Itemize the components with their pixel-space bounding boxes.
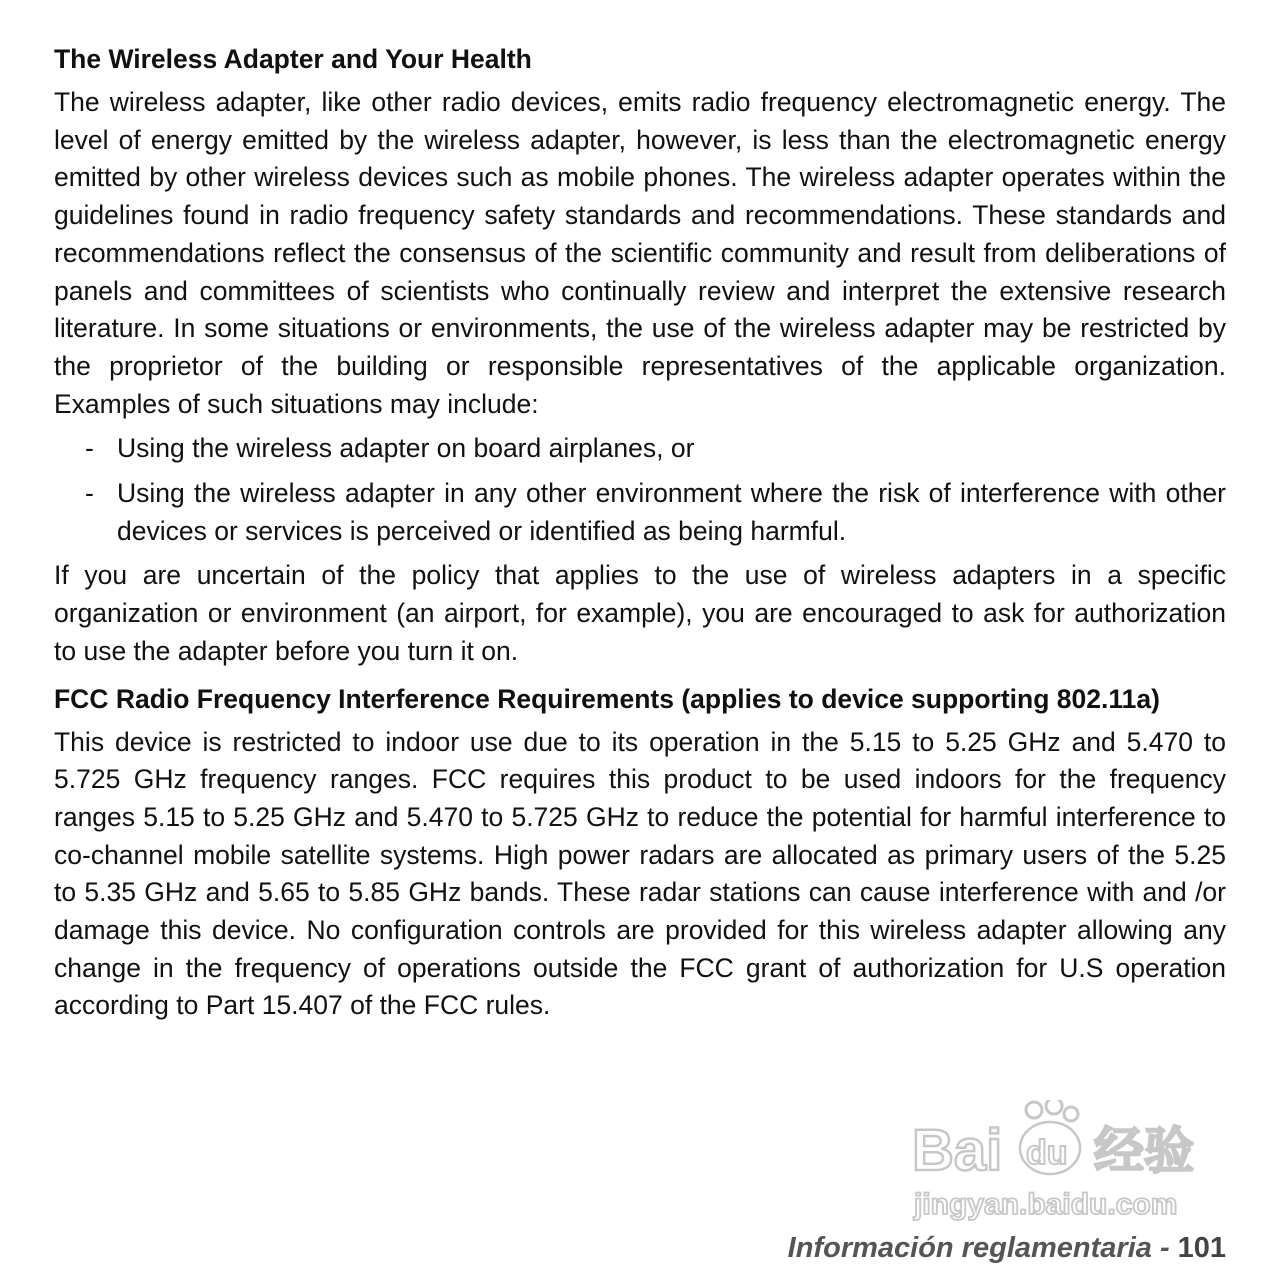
svg-text:jingyan.baidu.com: jingyan.baidu.com xyxy=(914,1188,1178,1221)
document-page xyxy=(54,40,1226,1025)
baidu-watermark-logo xyxy=(908,1100,1208,1226)
page-footer xyxy=(788,1228,1226,1268)
bullet-marker: - xyxy=(85,478,94,509)
list-item xyxy=(54,475,1226,550)
section-heading-fcc-interference: FCC Radio Frequency Interference Requirements (applies to device supporting 802.11a) xyxy=(54,683,1160,714)
footer-title: Información reglamentaria - xyxy=(787,1232,1170,1264)
svg-text:Bai: Bai xyxy=(912,1118,1003,1183)
list-item-text: Using the wireless adapter on board airplanes, or xyxy=(117,433,695,464)
paragraph-policy-uncertain: If you are uncertain of the policy that applies to the use of wireless adapters in a specific organization or environment (an airport, for example), you are encouraged to ask for authorization to use the adapter before you turn it on. xyxy=(54,560,1226,666)
list-item-text: Using the wireless adapter in any other environment where the risk of interference with other devices or services is perceived or identified as being harmful. xyxy=(117,478,1226,546)
paragraph-wireless-health-intro: The wireless adapter, like other radio devices, emits radio frequency electromagnetic energy. The level of energy emitted by the wireless adapter, however, is less than the electromagnetic energy emitted by other wireless devices such as mobile phones. The wireless adapter operates within the guidelines found in radio frequency safety standards and recommendations. These standards and recommendations reflect the consensus of the scientific community and result from deliberations of panels and committees of scientists who continually review and interpret the extensive research literature. In some situations or environments, the use of the wireless adapter may be restricted by the proprietor of the building or responsible representatives of the applicable organization. Examples of such situations may include: xyxy=(54,87,1226,419)
svg-text:du: du xyxy=(1026,1134,1068,1172)
bullet-marker: - xyxy=(85,433,94,464)
section-heading-wireless-health: The Wireless Adapter and Your Health xyxy=(54,44,532,74)
svg-text:经验: 经验 xyxy=(1094,1122,1194,1180)
paragraph-fcc-restrictions: This device is restricted to indoor use due to its operation in the 5.15 to 5.25 GHz and 5.470 to 5.725 GHz frequency ranges. FCC requires this product to be used indoors for the frequency ranges 5.15 to 5.25 GHz and 5.470 to 5.725 GHz to reduce the potential for harmful interference to co-channel mobile satellite systems. High power radars are allocated as primary users of the 5.25 to 5.35 GHz and 5.65 to 5.85 GHz bands. These radar stations can cause interference with and /or damage this device. No configuration controls are provided for this wireless adapter allowing any change in the frequency of operations outside the FCC grant of authorization for U.S operation according to Part 15.407 of the FCC rules. xyxy=(54,726,1226,1021)
bullet-list xyxy=(54,430,1226,550)
page-number: 101 xyxy=(1177,1232,1226,1264)
list-item xyxy=(54,430,1226,468)
